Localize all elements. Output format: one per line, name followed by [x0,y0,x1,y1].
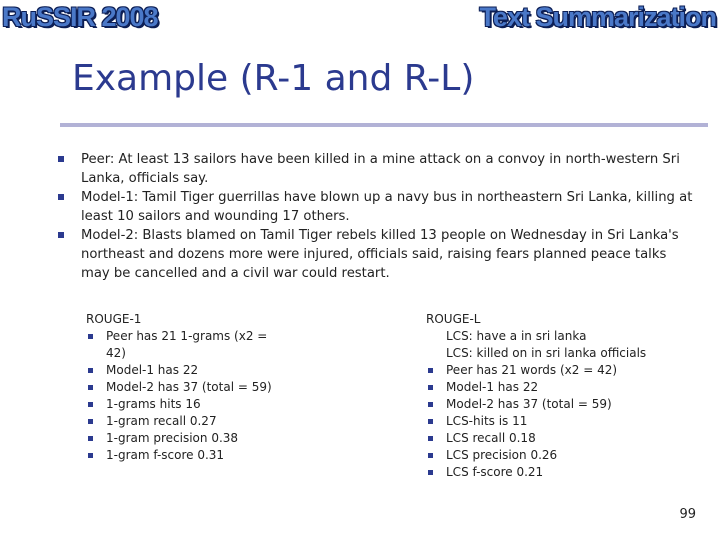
rougeL-column [426,311,716,481]
list-item [426,362,716,379]
rougeL-heading: ROUGE-L [426,312,481,326]
bullet-square-icon [428,436,433,441]
list-item [426,464,716,481]
bullet-square-icon [58,232,64,238]
model2-sentence [58,226,698,283]
list-item-text: 1-gram precision 0.38 [106,431,239,445]
bullet-square-icon [428,402,433,407]
bullet-square-icon [88,436,93,441]
page-number: 99 [679,507,696,522]
bullet-square-icon [58,156,64,162]
list-item-text: Model-1 has 22 [106,363,199,377]
list-item [86,430,276,447]
bullet-square-icon [428,419,433,424]
list-item-text: Peer has 21 words (x2 = 42) [446,363,618,377]
peer-sentence [58,150,698,188]
list-item [426,379,716,396]
list-item [86,413,276,430]
list-item-text: LCS precision 0.26 [446,448,558,462]
bullet-square-icon [88,368,93,373]
list-item [426,413,716,430]
russir-logo: RuSSIR 2008 [2,2,158,32]
bullet-square-icon [428,470,433,475]
title-divider [60,123,708,127]
model1-sentence [58,188,698,226]
list-item [86,362,276,379]
list-item-text: LCS-hits is 11 [446,414,528,428]
bullet-square-icon [428,368,433,373]
list-item [86,396,276,413]
list-item [426,396,716,413]
list-item [426,447,716,464]
list-item-text: 1-gram recall 0.27 [106,414,217,428]
bullet-square-icon [88,334,93,339]
bullet-square-icon [88,402,93,407]
list-item [86,447,276,464]
bullet-square-icon [88,419,93,424]
bullet-square-icon [88,453,93,458]
list-item-text: Model-2 has 37 (total = 59) [446,397,612,411]
list-item [426,430,716,447]
rougeL-list [426,362,716,481]
bullet-square-icon [428,385,433,390]
rouge1-column [86,311,276,464]
rouge1-list [86,328,276,464]
list-item [86,379,276,396]
list-item-text: Model-1 has 22 [446,380,539,394]
list-item-text: LCS recall 0.18 [446,431,536,445]
bullet-square-icon [428,453,433,458]
list-item [86,328,276,362]
model1-sentence-text: Model-1: Tamil Tiger guerrillas have blown up a navy bus in northeastern Sri Lanka, killing at least 10 sailors and wounding 17 others. [81,190,693,224]
slide-title: Example (R-1 and R-L) [72,58,475,99]
list-item-text: 1-grams hits 16 [106,397,201,411]
lcs-line: LCS: killed on in sri lanka officials [446,346,647,360]
peer-sentence-text: Peer: At least 13 sailors have been killed in a mine attack on a convoy in north-western Sri Lanka, officials say. [81,152,680,186]
list-item-text: 1-gram f-score 0.31 [106,448,225,462]
bullet-square-icon [88,385,93,390]
model2-sentence-text: Model-2: Blasts blamed on Tamil Tiger rebels killed 13 people on Wednesday in Sri Lanka's northeast and dozens more were injured, officials said, raising fears planned peace talks may be cancelled and a civil war could restart. [81,228,679,281]
list-item-text: Peer has 21 1-grams (x2 = 42) [106,329,268,360]
bullet-square-icon [58,194,64,200]
lcs-line: LCS: have a in sri lanka [446,329,587,343]
sentence-list [58,150,698,283]
list-item-text: Model-2 has 37 (total = 59) [106,380,272,394]
text-summarization-logo: Text Summarization [479,2,716,32]
rouge1-heading: ROUGE-1 [86,312,142,326]
list-item-text: LCS f-score 0.21 [446,465,544,479]
